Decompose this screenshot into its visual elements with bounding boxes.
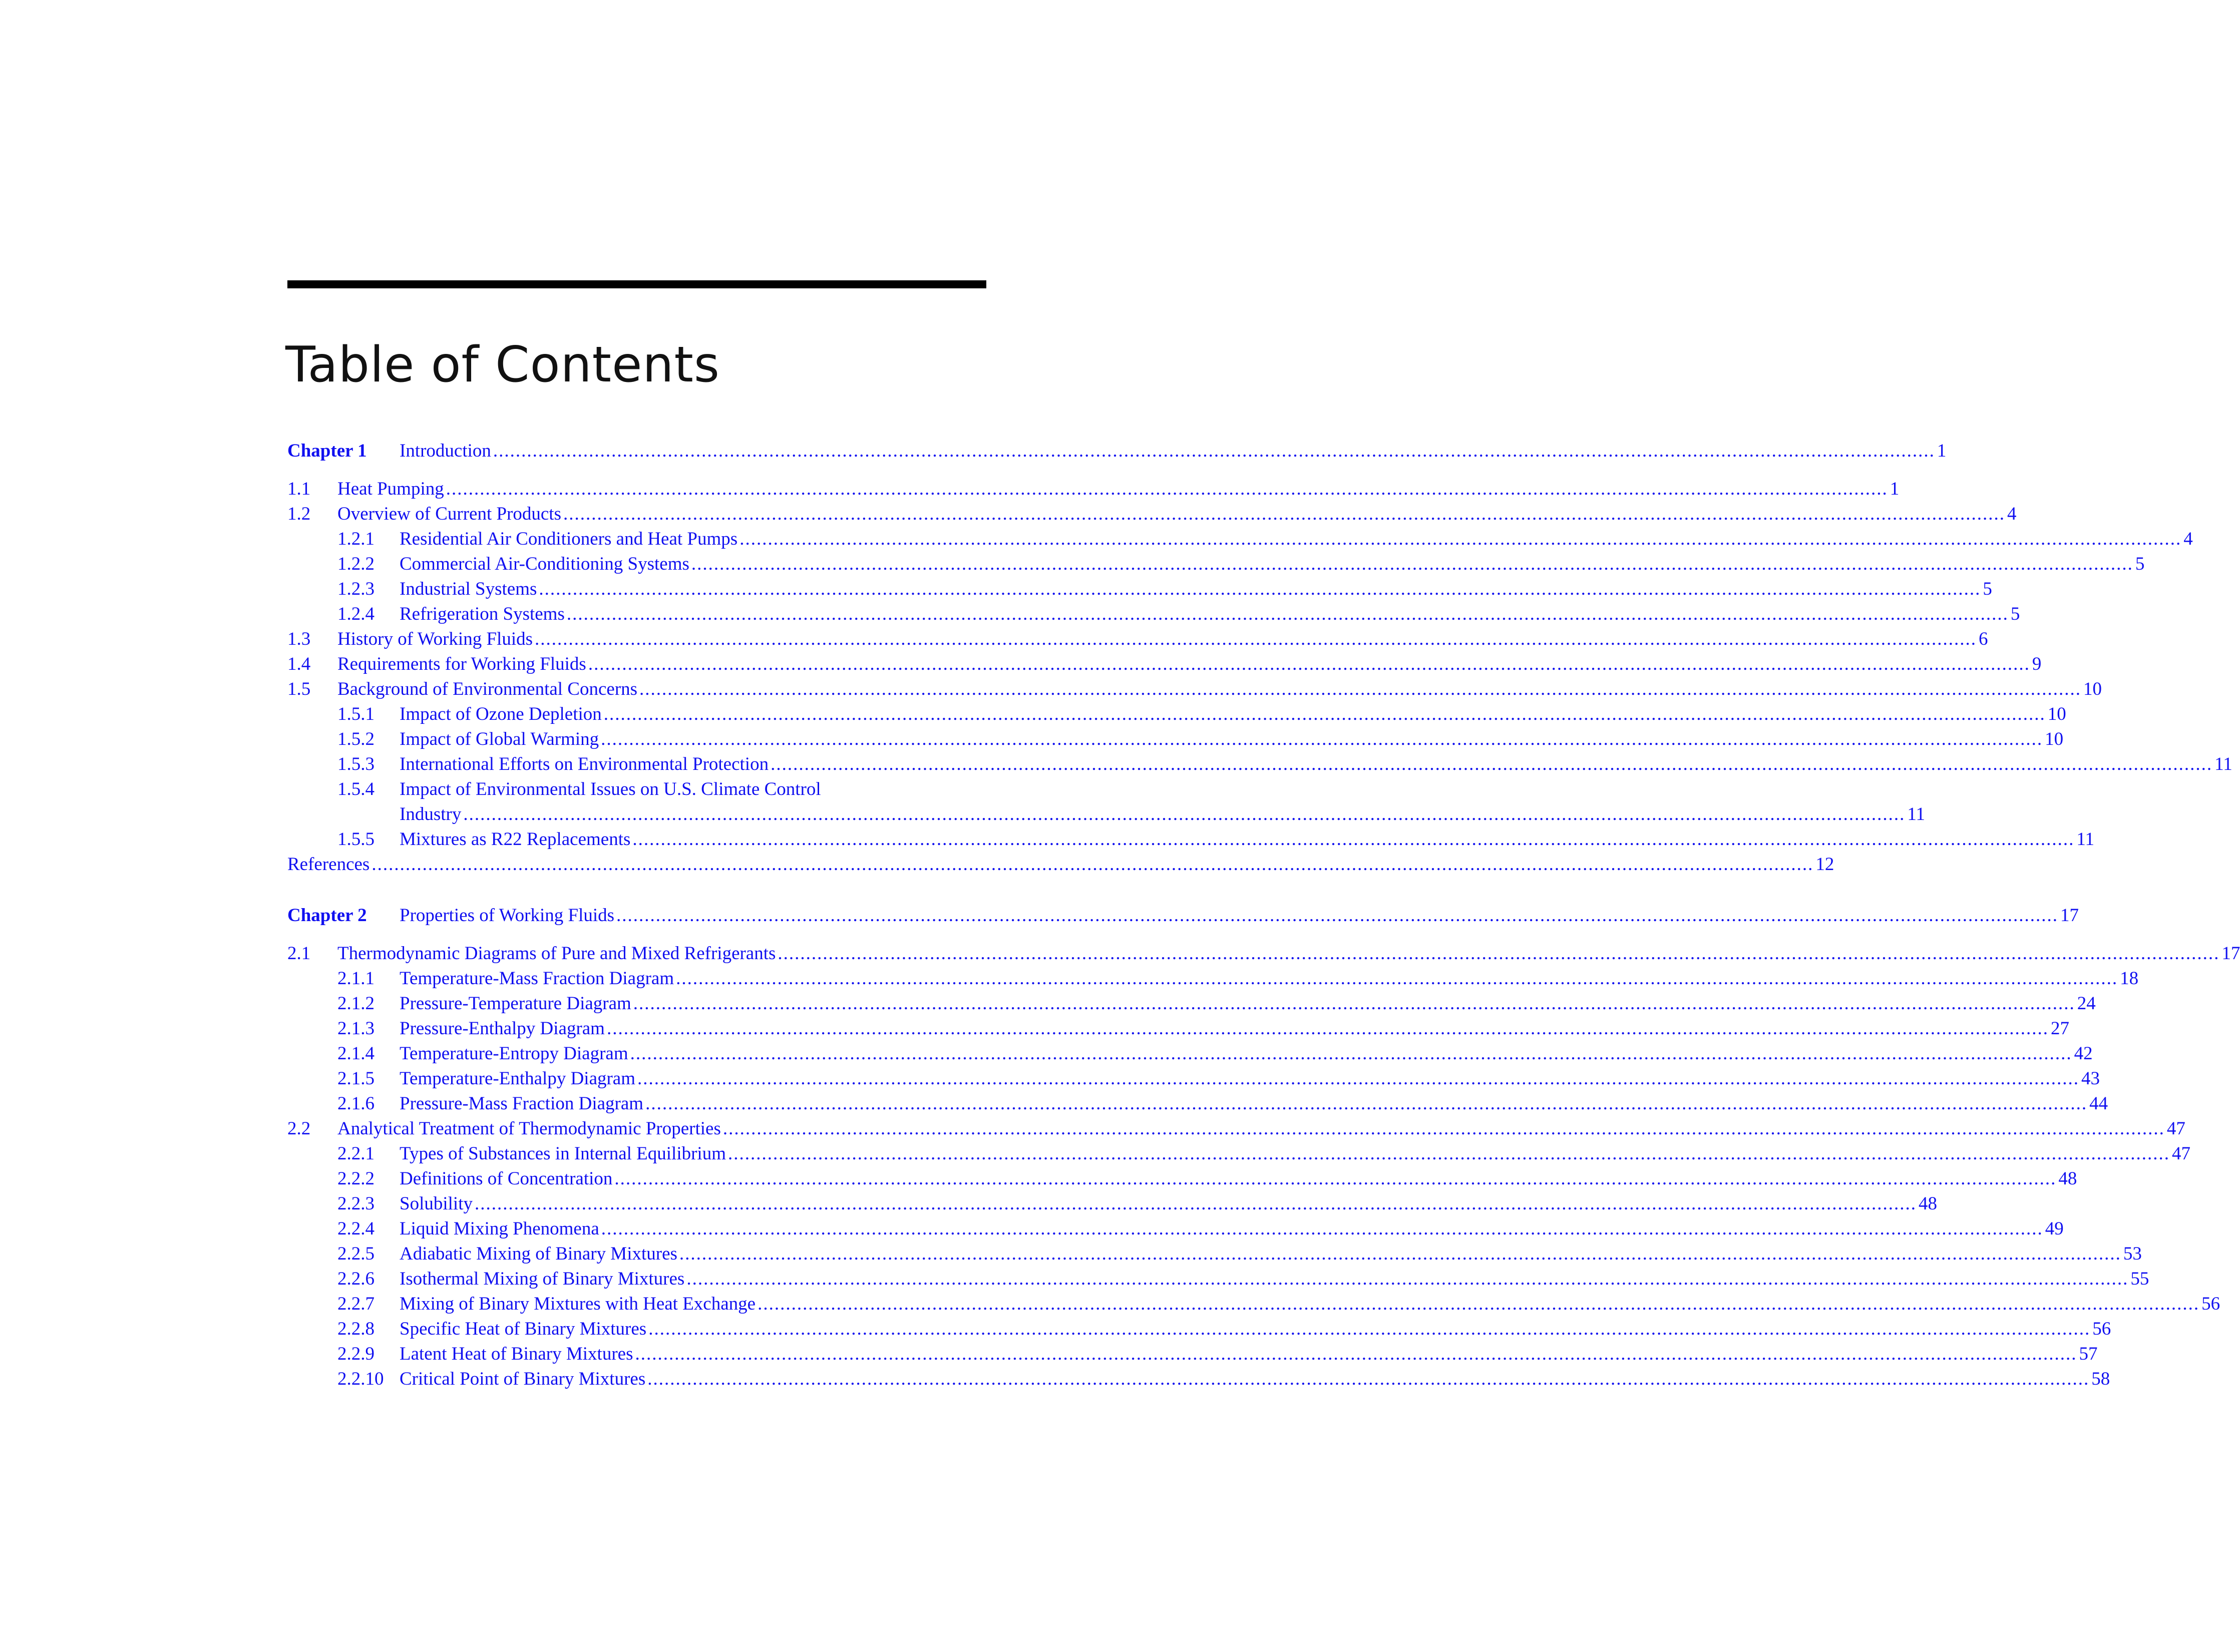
toc-chapter-heading[interactable] [287, 439, 1947, 464]
dot-leader [648, 1317, 2090, 1342]
toc-entry[interactable] [287, 727, 2064, 752]
page-number: 1 [1890, 479, 1900, 499]
dot-leader [632, 827, 2074, 852]
dot-leader [535, 627, 1977, 652]
toc-entry[interactable] [287, 702, 2066, 727]
dot-leader [567, 602, 2009, 627]
page-number: 17 [2060, 905, 2079, 926]
section-number: 2.1.2 [337, 993, 375, 1014]
dot-leader [676, 966, 2118, 991]
section-title: Impact of Ozone Depletion [400, 704, 602, 724]
top-rule [287, 280, 986, 288]
toc-entry-continuation[interactable] [287, 802, 1925, 827]
section-title: Temperature-Enthalpy Diagram [400, 1068, 636, 1089]
section-title: Temperature-Mass Fraction Diagram [400, 968, 674, 989]
dot-leader [728, 1141, 2170, 1166]
section-number: 1.5.3 [337, 754, 375, 774]
section-title: History of Working Fluids [337, 629, 533, 649]
section-number: 1.4 [287, 654, 311, 674]
toc-entry[interactable] [287, 477, 1900, 502]
toc-entry[interactable] [287, 1066, 2100, 1091]
page-number: 48 [1918, 1193, 1937, 1214]
dot-leader [616, 903, 2058, 928]
toc-entry[interactable] [287, 966, 2139, 991]
dot-leader [563, 502, 2005, 527]
section-title: Latent Heat of Binary Mixtures [400, 1344, 633, 1364]
section-number: 1.5.1 [337, 704, 375, 724]
toc-entry[interactable] [287, 1342, 2098, 1367]
page-number: 10 [2047, 704, 2066, 724]
chapter-number: Chapter 2 [287, 905, 367, 926]
page-number: 5 [2010, 604, 2020, 624]
page-number: 49 [2045, 1218, 2064, 1239]
toc-entry[interactable] [287, 1267, 2149, 1292]
page-number: 9 [2032, 654, 2042, 674]
page-number: 44 [2089, 1093, 2108, 1114]
page-number: 48 [2058, 1168, 2077, 1189]
section-number: 1.5.5 [337, 829, 375, 850]
page-title: Table of Contents [285, 336, 720, 393]
page-number: 47 [2166, 1118, 2185, 1139]
dot-leader [723, 1116, 2165, 1141]
dot-leader [607, 1016, 2049, 1041]
section-number: 2.2.5 [337, 1244, 375, 1264]
toc-entry[interactable] [287, 827, 2095, 852]
toc-chapter-1 [287, 439, 2232, 877]
section-title: References [287, 854, 370, 875]
toc-entry[interactable] [287, 1116, 2185, 1141]
page-number: 18 [2120, 968, 2139, 989]
dot-leader [475, 1191, 1917, 1216]
dot-leader [691, 552, 2133, 577]
section-title-line1: Impact of Environmental Issues on U.S. Climate Control [400, 779, 821, 799]
section-title: International Efforts on Environmental Protection [400, 754, 769, 774]
section-title: Liquid Mixing Phenomena [400, 1218, 599, 1239]
section-title: Residential Air Conditioners and Heat Pumps [400, 529, 738, 549]
page-number: 1 [1937, 441, 1947, 461]
section-title: Analytical Treatment of Thermodynamic Properties [337, 1118, 721, 1139]
section-number: 1.5.4 [337, 779, 375, 799]
section-number: 1.5.2 [337, 729, 375, 749]
section-title: Temperature-Entropy Diagram [400, 1043, 628, 1064]
page-number: 6 [1979, 629, 1988, 649]
toc-entry-wrapped[interactable] [287, 777, 986, 802]
section-title: Industrial Systems [400, 579, 537, 599]
dot-leader [493, 439, 1935, 464]
section-number: 2.2.2 [337, 1168, 375, 1189]
page-number: 24 [2077, 993, 2096, 1014]
page-number: 11 [2214, 754, 2232, 774]
toc-chapter-2 [287, 903, 2240, 1392]
section-number: 2.2.1 [337, 1143, 375, 1164]
section-number: 2.1.1 [337, 968, 375, 989]
section-title: Pressure-Temperature Diagram [400, 993, 631, 1014]
toc-entry[interactable] [287, 577, 1992, 602]
page-number: 10 [2045, 729, 2064, 749]
section-title: Pressure-Enthalpy Diagram [400, 1018, 605, 1039]
dot-leader [686, 1267, 2128, 1292]
toc-entry[interactable] [287, 1242, 2142, 1267]
page-number: 43 [2081, 1068, 2100, 1089]
section-number: 2.2.4 [337, 1218, 375, 1239]
dot-leader [778, 941, 2219, 966]
page-number: 56 [2201, 1294, 2220, 1314]
toc-entry[interactable] [287, 941, 2240, 966]
dot-leader [539, 577, 1981, 602]
section-title: Isothermal Mixing of Binary Mixtures [400, 1269, 685, 1289]
section-title: Requirements for Working Fluids [337, 654, 586, 674]
dot-leader [614, 1166, 2056, 1191]
toc-entry[interactable] [287, 752, 2232, 777]
dot-leader [739, 527, 2181, 552]
toc-entry[interactable] [287, 502, 2017, 527]
section-number: 2.2.9 [337, 1344, 375, 1364]
dot-leader [679, 1242, 2121, 1267]
toc-entry[interactable] [287, 552, 2145, 577]
dot-leader [635, 1342, 2077, 1367]
section-number: 2.1.5 [337, 1068, 375, 1089]
page-number: 47 [2171, 1143, 2190, 1164]
section-number: 1.2.3 [337, 579, 375, 599]
section-title: Adiabatic Mixing of Binary Mixtures [400, 1244, 677, 1264]
dot-leader [446, 477, 1888, 502]
page-number: 5 [2135, 554, 2145, 574]
toc-entry[interactable] [287, 1016, 2069, 1041]
toc-entry[interactable] [287, 677, 2102, 702]
page-number: 11 [1907, 804, 1925, 824]
dot-leader [604, 702, 2046, 727]
section-title: Pressure-Mass Fraction Diagram [400, 1093, 644, 1114]
toc-entry[interactable] [287, 991, 2096, 1016]
toc-entry[interactable] [287, 527, 2193, 552]
section-number: 2.1 [287, 943, 311, 964]
page-number: 4 [2183, 529, 2193, 549]
toc-entry[interactable] [287, 1216, 2064, 1242]
toc-entry[interactable] [287, 1166, 2077, 1191]
toc-chapter-heading[interactable] [287, 903, 2079, 928]
section-title: Mixtures as R22 Replacements [400, 829, 631, 850]
page-number: 5 [1983, 579, 1992, 599]
section-title: Thermodynamic Diagrams of Pure and Mixed Refrigerants [337, 943, 776, 964]
section-title: Definitions of Concentration [400, 1168, 613, 1189]
section-number: 2.1.6 [337, 1093, 375, 1114]
dot-leader [601, 1216, 2043, 1242]
section-number: 2.2.7 [337, 1294, 375, 1314]
section-title: Types of Substances in Internal Equilibrium [400, 1143, 726, 1164]
page-number: 12 [1815, 854, 1834, 875]
section-number: 1.1 [287, 479, 311, 499]
section-number: 1.2.4 [337, 604, 375, 624]
toc-entry[interactable] [287, 1317, 2111, 1342]
toc-entry[interactable] [287, 1041, 2093, 1066]
page-number: 58 [2091, 1369, 2110, 1389]
dot-leader [647, 1367, 2089, 1392]
dot-leader [639, 677, 2081, 702]
page-number: 4 [2007, 504, 2017, 524]
toc-entry[interactable] [287, 1367, 2110, 1392]
section-title: Impact of Global Warming [400, 729, 599, 749]
page-number: 11 [2076, 829, 2095, 850]
dot-leader [588, 652, 2030, 677]
section-title: Mixing of Binary Mixtures with Heat Exchange [400, 1294, 756, 1314]
page-number: 57 [2079, 1344, 2098, 1364]
page-number: 27 [2050, 1018, 2069, 1039]
section-title: Solubility [400, 1193, 473, 1214]
dot-leader [633, 991, 2075, 1016]
dot-leader [371, 852, 1813, 877]
dot-leader [630, 1041, 2072, 1066]
toc-entry[interactable] [287, 602, 2020, 627]
section-number: 2.2 [287, 1118, 311, 1139]
section-number: 2.2.3 [337, 1193, 375, 1214]
section-number: 2.2.8 [337, 1319, 375, 1339]
page-number: 53 [2123, 1244, 2142, 1264]
page-number: 42 [2074, 1043, 2093, 1064]
chapter-number: Chapter 1 [287, 441, 367, 461]
section-number: 2.2.6 [337, 1269, 375, 1289]
section-title: Refrigeration Systems [400, 604, 565, 624]
toc-entry[interactable] [287, 1292, 2220, 1317]
toc-entry[interactable] [287, 652, 2042, 677]
section-number: 1.5 [287, 679, 311, 699]
dot-leader [637, 1066, 2079, 1091]
dot-leader [645, 1091, 2087, 1116]
dot-leader [463, 802, 1905, 827]
section-number: 2.1.3 [337, 1018, 375, 1039]
toc-entry[interactable] [287, 627, 1988, 652]
section-number: 1.2 [287, 504, 311, 524]
chapter-title: Properties of Working Fluids [400, 905, 615, 926]
section-number: 2.1.4 [337, 1043, 375, 1064]
dot-leader [601, 727, 2043, 752]
section-title: Commercial Air-Conditioning Systems [400, 554, 689, 574]
page-number: 55 [2130, 1269, 2149, 1289]
page-number: 56 [2092, 1319, 2111, 1339]
section-title-line2: Industry [400, 804, 462, 824]
section-title: Critical Point of Binary Mixtures [400, 1369, 646, 1389]
toc-entry-references[interactable] [287, 852, 1834, 877]
section-title: Heat Pumping [337, 479, 444, 499]
chapter-title: Introduction [400, 441, 491, 461]
dot-leader [771, 752, 2212, 777]
page-number: 10 [2083, 679, 2102, 699]
toc-list [287, 439, 2240, 1392]
toc-entry[interactable] [287, 1191, 1937, 1216]
section-number: 1.2.2 [337, 554, 375, 574]
page-content [285, 280, 2240, 1392]
section-number: 1.2.1 [337, 529, 375, 549]
toc-entry[interactable] [287, 1091, 2108, 1116]
dot-leader [758, 1292, 2199, 1317]
section-number: 2.2.10 [337, 1369, 384, 1389]
page-number: 17 [2221, 943, 2240, 964]
toc-entry[interactable] [287, 1141, 2190, 1166]
section-number: 1.3 [287, 629, 311, 649]
section-title: Overview of Current Products [337, 504, 561, 524]
section-title: Background of Environmental Concerns [337, 679, 638, 699]
section-title: Specific Heat of Binary Mixtures [400, 1319, 647, 1339]
